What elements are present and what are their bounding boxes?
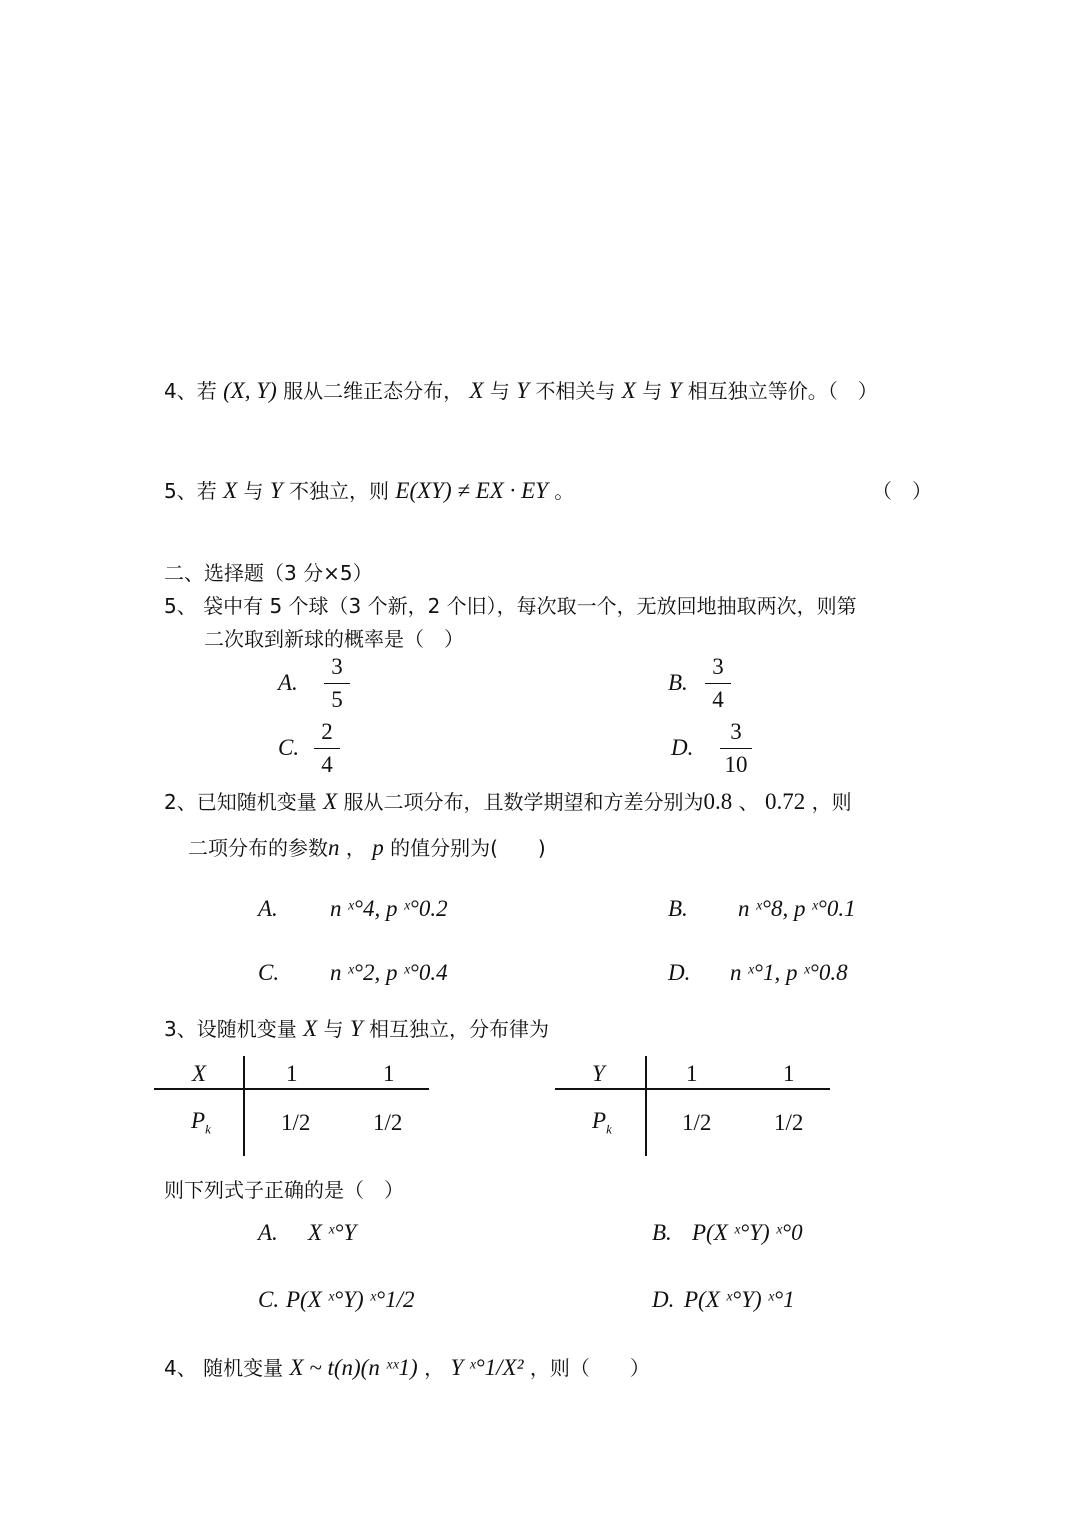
option-letter-a: A. — [258, 896, 278, 921]
option-letter-d: D. — [668, 960, 691, 985]
math-xy: (X, Y) — [223, 378, 277, 403]
option-d-value: n ˣ°1, p ˣ°0.8 — [730, 960, 848, 985]
table-cell: 1 — [383, 1061, 395, 1086]
table-cell: 1/2 — [774, 1110, 804, 1135]
table-cell: 1/2 — [281, 1110, 311, 1135]
option-letter-d: D. — [652, 1287, 675, 1312]
fraction-c: 2 4 — [314, 717, 340, 780]
table-header: Y — [592, 1061, 605, 1086]
mc-question-1-line2: 二次取到新球的概率是（ ） — [204, 627, 464, 651]
mc-question-2-line2: 二项分布的参数n ， p 的值分别为( ) — [188, 835, 546, 860]
option-letter-a: A. — [278, 670, 298, 695]
option-b-value: n ˣ°8, p ˣ°0.1 — [738, 896, 856, 921]
option-letter-b: B. — [668, 670, 688, 695]
table-cell: 1 — [286, 1061, 298, 1086]
mc-question-2-line1: 2、已知随机变量 X 服从二项分布，且数学期望和方差分别为0.8 、 0.72 ，则 — [164, 789, 852, 814]
option-letter-c: C. — [258, 960, 280, 985]
math-expectation: E(XY) ≠ EX · EY — [395, 478, 548, 503]
mc-question-3-line1: 3、设随机变量 X 与 Y 相互独立，分布律为 — [164, 1016, 550, 1041]
table-cell: 1 — [686, 1061, 698, 1086]
question-number: 4、 — [164, 379, 197, 403]
table-cell: 1/2 — [682, 1110, 712, 1135]
mc-question-4: 4、 随机变量 X ~ t(n)(n ˣˣ1) ， Y ˣ°1/X² ，则（ ） — [164, 1355, 650, 1380]
question-number: 2、 — [164, 790, 197, 814]
option-d-value: P(X ˣ°Y) ˣ°1 — [684, 1287, 795, 1312]
question-number: 3、 — [164, 1017, 197, 1041]
option-letter-c: C. — [258, 1287, 280, 1312]
table-cell: 1/2 — [373, 1110, 403, 1135]
mc-question-1-line1: 5、 袋中有 5 个球（3 个新，2 个旧），每次取一个，无放回地抽取两次，则第 — [164, 594, 857, 618]
fraction-b: 3 4 — [705, 652, 731, 715]
answer-paren: （ ） — [872, 479, 932, 503]
option-b-value: P(X ˣ°Y) ˣ°0 — [692, 1220, 803, 1245]
option-c-value: P(X ˣ°Y) ˣ°1/2 — [286, 1287, 415, 1312]
row-label: $P_k$ — [191, 1108, 211, 1137]
fraction-a: 3 5 — [324, 652, 350, 715]
tf-question-5: 5、若 X 与 Y 不独立，则 E(XY) ≠ EX · EY 。 — [164, 478, 575, 503]
option-a-value: n ˣ°4, p ˣ°0.2 — [330, 896, 448, 921]
option-a-value: X ˣ°Y — [308, 1220, 357, 1245]
option-letter-d: D. — [671, 735, 694, 760]
row-label: $P_k$ — [592, 1108, 612, 1137]
table-cell: 1 — [783, 1061, 795, 1086]
fraction-d: 3 10 — [720, 717, 752, 780]
question-number: 4、 — [164, 1356, 197, 1380]
option-letter-b: B. — [668, 896, 688, 921]
tf-question-4: 4、若 (X, Y) 服从二维正态分布， X 与 Y 不相关与 X 与 Y 相互独立等价。（ ） — [164, 378, 878, 403]
option-letter-b: B. — [652, 1220, 672, 1245]
option-letter-a: A. — [258, 1220, 278, 1245]
option-letter-c: C. — [278, 735, 300, 760]
section-heading: 二、选择题（3 分×5） — [164, 561, 373, 585]
table-header: X — [192, 1061, 207, 1086]
mc-question-3-prompt: 则下列式子正确的是（ ） — [164, 1178, 404, 1202]
question-number: 5、 — [164, 479, 197, 503]
option-c-value: n ˣ°2, p ˣ°0.4 — [330, 960, 448, 985]
